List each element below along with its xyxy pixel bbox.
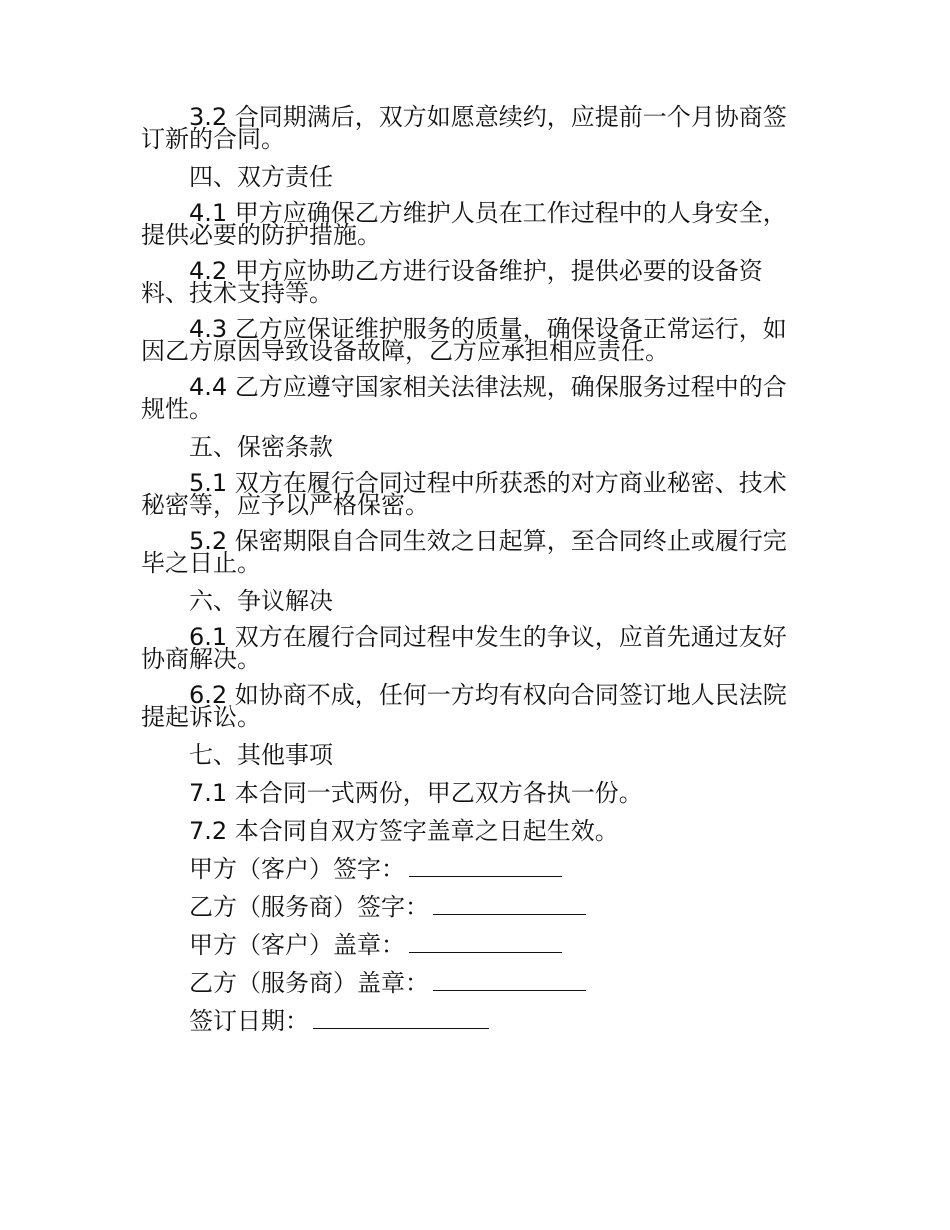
signature-line-date (141, 1008, 803, 1034)
signature-label: 乙方（服务商）盖章： (189, 969, 429, 997)
signature-blank[interactable] (433, 970, 586, 991)
document-body (141, 103, 803, 1046)
clause-3-2: 3.2 合同期满后，双方如愿意续约，应提前一个月协商签订新的合同。 (141, 103, 787, 153)
signature-label: 甲方（客户）签字： (189, 855, 405, 883)
clause-4-4: 4.4 乙方应遵守国家相关法律法规，确保服务过程中的合规性。 (141, 373, 787, 423)
clause-7-1: 7.1 本合同一式两份，甲乙双方各执一份。 (189, 779, 643, 807)
signature-line-provider-seal (141, 970, 803, 996)
clause-4-3: 4.3 乙方应保证维护服务的质量，确保设备正常运行，如因乙方原因导致设备故障，乙方应承担相应责任。 (141, 315, 787, 365)
clause-5-1: 5.1 双方在履行合同过程中所获悉的对方商业秘密、技术秘密等，应予以严格保密。 (141, 469, 787, 519)
date-blank[interactable] (313, 1008, 489, 1029)
signature-blank[interactable] (409, 932, 562, 953)
clause-6-1: 6.1 双方在履行合同过程中发生的争议，应首先通过友好协商解决。 (141, 623, 787, 673)
signature-label: 甲方（客户）盖章： (189, 931, 405, 959)
signature-blank[interactable] (433, 894, 586, 915)
signature-label: 签订日期： (189, 1007, 309, 1035)
signature-line-client-seal (141, 932, 803, 958)
clause-7-2: 7.2 本合同自双方签字盖章之日起生效。 (189, 817, 619, 845)
section-heading-confidentiality: 五、保密条款 (189, 433, 333, 461)
signature-line-client-sign (141, 856, 803, 882)
signature-line-provider-sign (141, 894, 803, 920)
section-heading-other: 七、其他事项 (189, 741, 333, 769)
clause-5-2: 5.2 保密期限自合同生效之日起算，至合同终止或履行完毕之日止。 (141, 527, 787, 577)
section-heading-responsibilities: 四、双方责任 (189, 163, 333, 191)
clause-4-2: 4.2 甲方应协助乙方进行设备维护，提供必要的设备资料、技术支持等。 (141, 257, 763, 307)
clause-6-2: 6.2 如协商不成，任何一方均有权向合同签订地人民法院提起诉讼。 (141, 681, 787, 731)
clause-4-1: 4.1 甲方应确保乙方维护人员在工作过程中的人身安全，提供必要的防护措施。 (141, 199, 787, 249)
signature-label: 乙方（服务商）签字： (189, 893, 429, 921)
signature-blank[interactable] (409, 856, 562, 877)
section-heading-disputes: 六、争议解决 (189, 587, 333, 615)
